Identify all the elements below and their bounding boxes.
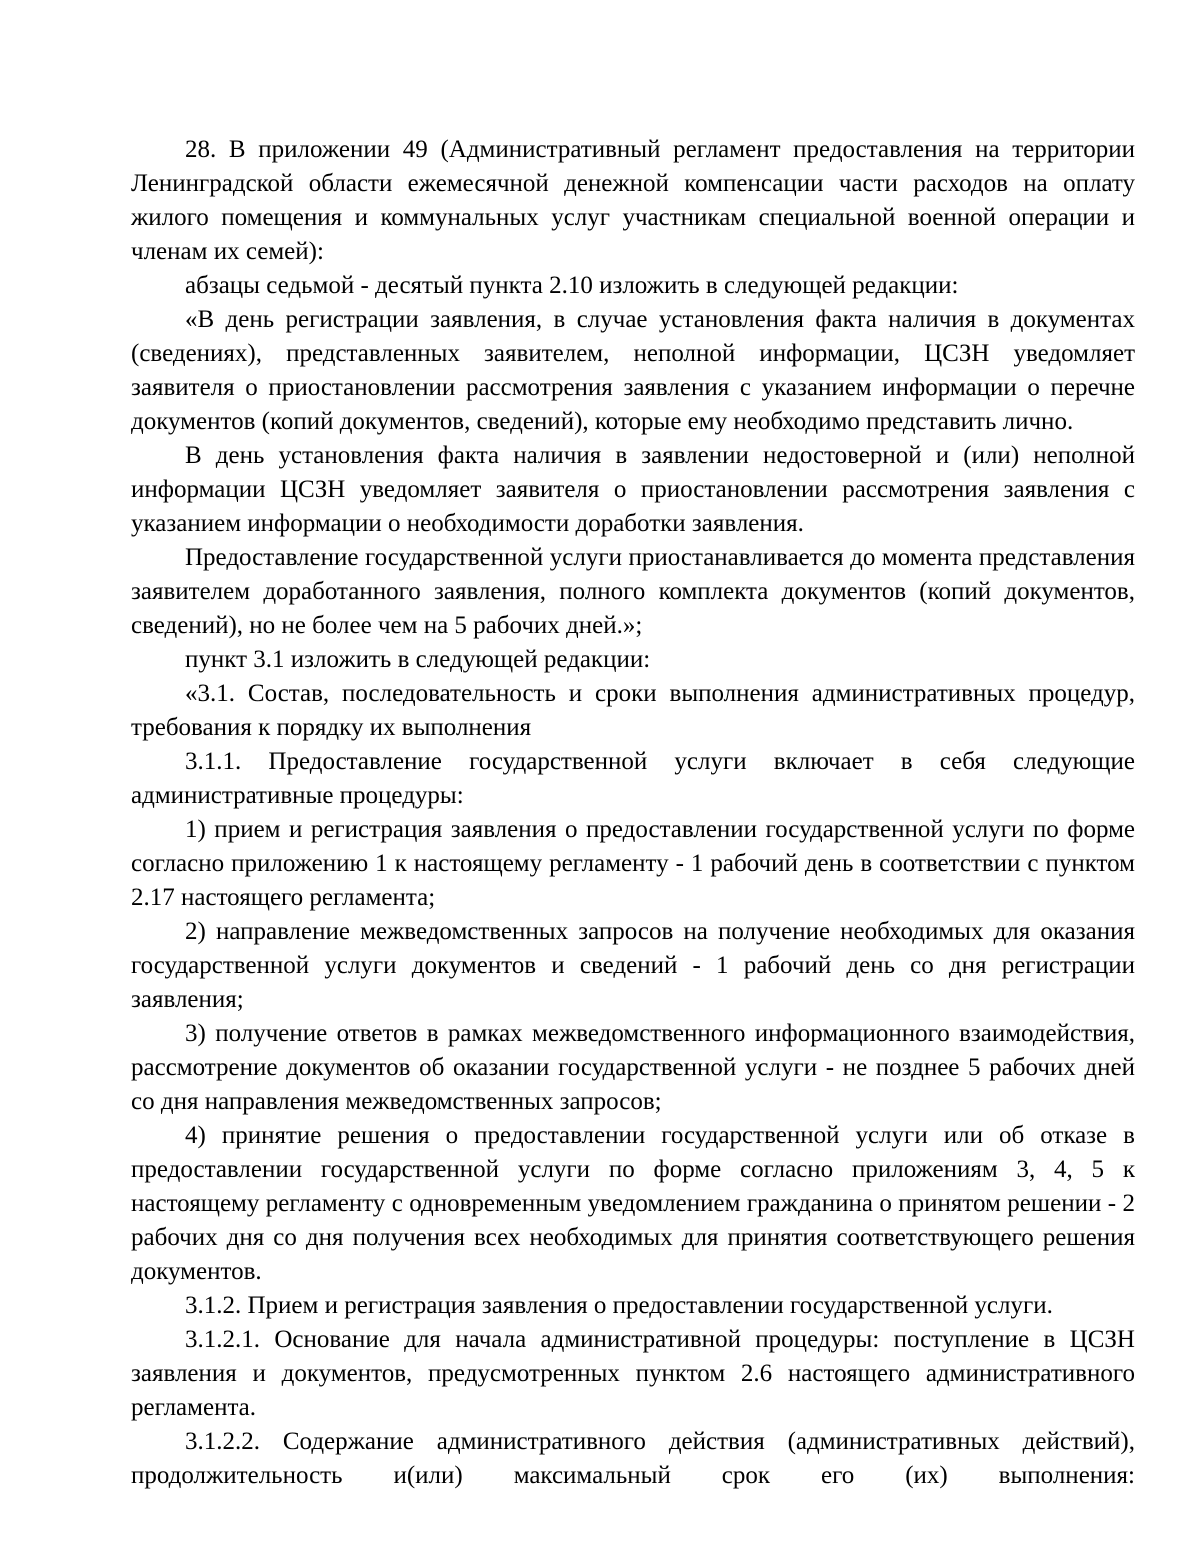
paragraph-7: «3.1. Состав, последовательность и сроки выполнения административных процедур, требования к порядку их выполнения [131, 680, 1135, 741]
paragraph-6: пункт 3.1 изложить в следующей редакции: [185, 646, 651, 673]
paragraph-1: 28. В приложении 49 (Административный регламент предоставления на территории Ленинградской области ежемесячной денежной компенсации части расходов на оплату жилого помещения и коммунальных услуг участникам специальной военной операции и членам их семей): [131, 136, 1135, 265]
paragraph-3: «В день регистрации заявления, в случае установления факта наличия в документах (сведениях), представленных заявителем, неполной информации, ЦСЗН уведомляет заявителя о приостановлении рассмотрения заявления с указанием информации о перечне документов (копий документов, сведений), которые ему необходимо представить лично. [131, 306, 1135, 435]
paragraph-12: 4) принятие решения о предоставлении государственной услуги или об отказе в предоставлении государственной услуги по форме согласно приложениям 3, 4, 5 к настоящему регламенту с одновременным уведомлением гражданина о принятом решении - 2 рабочих дня со дня получения всех необходимых для принятия соответствующего решения документов. [131, 1122, 1135, 1285]
paragraph-11: 3) получение ответов в рамках межведомственного информационного взаимодействия, рассмотрение документов об оказании государственной услуги - не позднее 5 рабочих дней со дня направления межведомственных запросов; [131, 1020, 1135, 1115]
paragraph-4: В день установления факта наличия в заявлении недостоверной и (или) неполной информации ЦСЗН уведомляет заявителя о приостановлении рассмотрения заявления с указанием информации о необходимости доработки заявления. [131, 442, 1135, 537]
paragraph-15: 3.1.2.2. Содержание административного действия (административных действий), продолжительность и(или) максимальный срок его (их) выполнения: [131, 1428, 1135, 1489]
paragraph-10: 2) направление межведомственных запросов на получение необходимых для оказания государственной услуги документов и сведений - 1 рабочий день со дня регистрации заявления; [131, 918, 1135, 1013]
document-body [131, 133, 1135, 1493]
paragraph-9: 1) прием и регистрация заявления о предоставлении государственной услуги по форме согласно приложению 1 к настоящему регламенту - 1 рабочий день в соответствии с пунктом 2.17 настоящего регламента; [131, 816, 1135, 911]
paragraph-14: 3.1.2.1. Основание для начала административной процедуры: поступление в ЦСЗН заявления и документов, предусмотренных пунктом 2.6 настоящего административного регламента. [131, 1326, 1135, 1421]
paragraph-2: абзацы седьмой - десятый пункта 2.10 изложить в следующей редакции: [185, 272, 959, 299]
paragraph-13: 3.1.2. Прием и регистрация заявления о предоставлении государственной услуги. [185, 1292, 1053, 1319]
paragraph-8: 3.1.1. Предоставление государственной услуги включает в себя следующие административные процедуры: [131, 748, 1135, 809]
paragraph-5: Предоставление государственной услуги приостанавливается до момента представления заявителем доработанного заявления, полного комплекта документов (копий документов, сведений), но не более чем на 5 рабочих дней.»; [131, 544, 1135, 639]
